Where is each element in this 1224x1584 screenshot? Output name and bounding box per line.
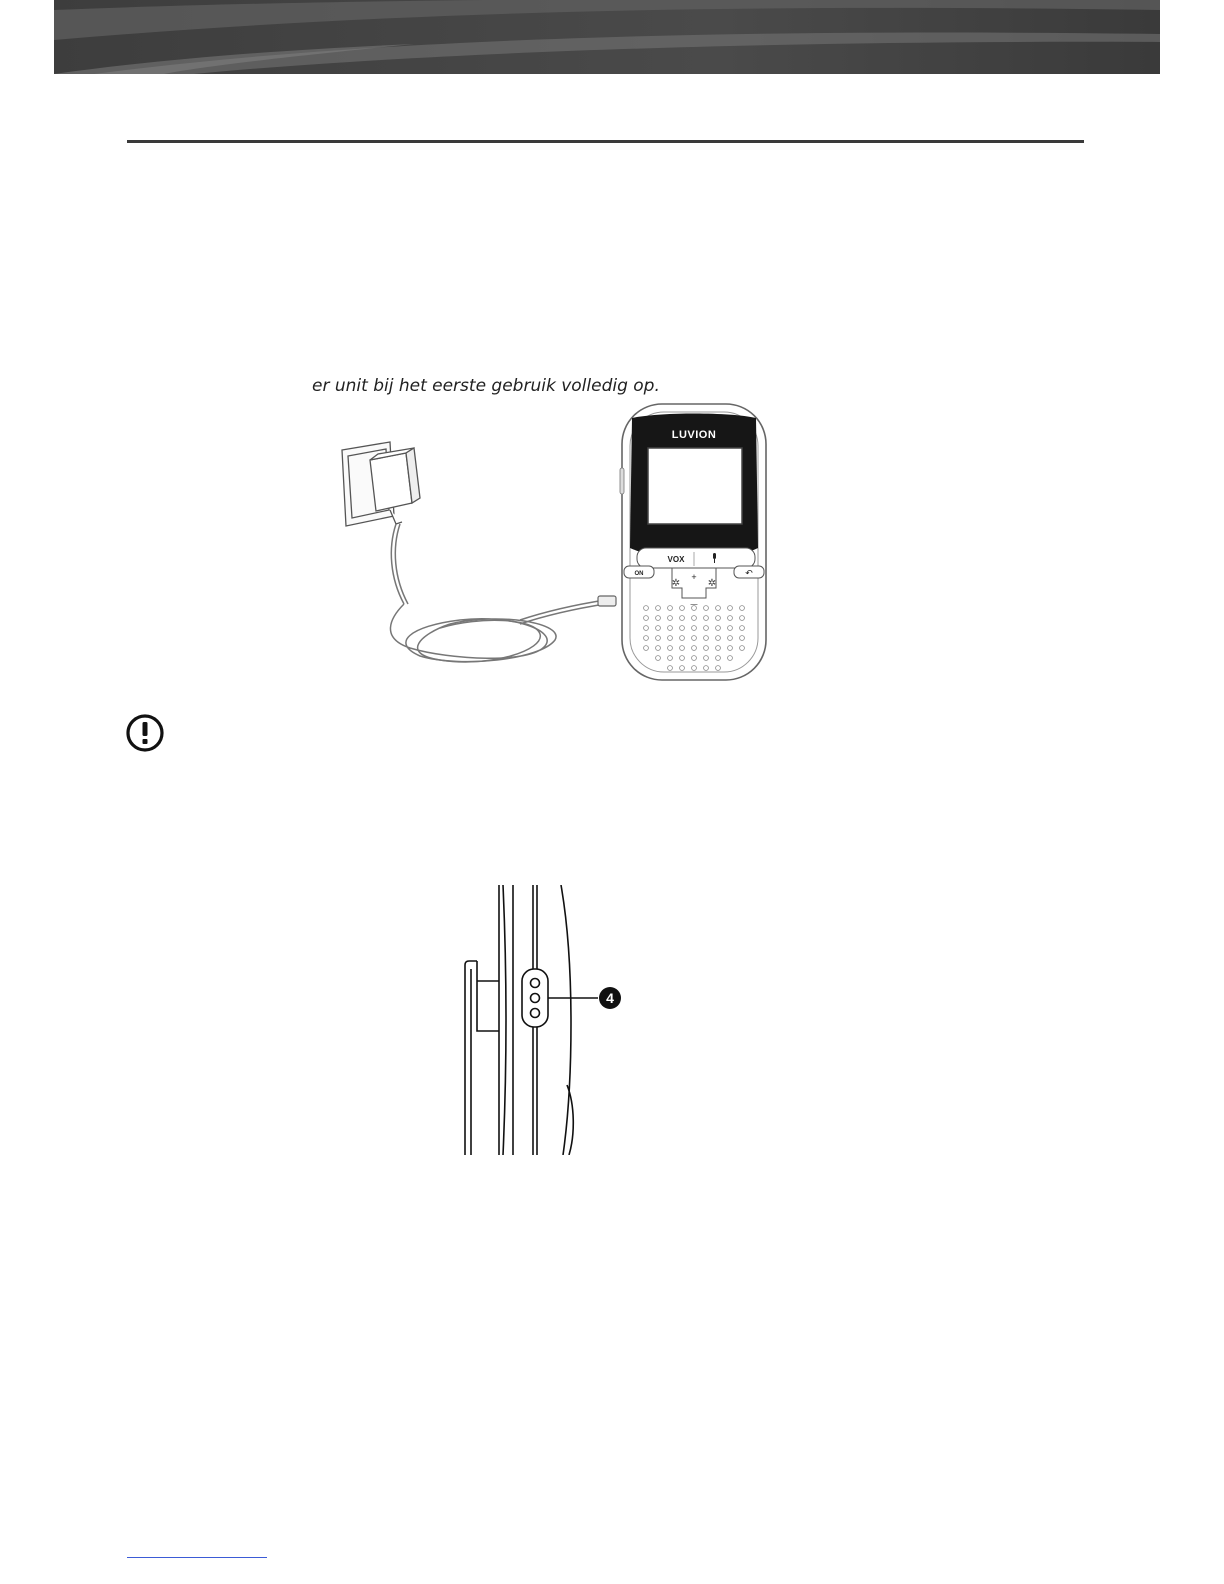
header-banner	[54, 0, 1160, 74]
brightness-icon: ✲	[707, 578, 717, 589]
power-button-label: ON	[634, 571, 644, 577]
brightness-icon: ✲	[671, 578, 681, 589]
side-buttons	[522, 969, 548, 1027]
device-brand-logo: LUVION	[671, 429, 717, 441]
side-view-illustration	[455, 885, 630, 1155]
section-divider	[127, 140, 1084, 143]
charging-cable	[390, 524, 605, 662]
back-icon: ↶	[745, 568, 753, 578]
cable-plug	[598, 596, 616, 606]
parent-unit	[620, 404, 766, 680]
volume-down-label: —	[690, 601, 698, 608]
device-screen	[648, 448, 742, 524]
footer-link-underline[interactable]	[127, 1557, 267, 1558]
vox-label: VOX	[667, 555, 685, 564]
volume-up-label: +	[691, 572, 697, 582]
callout-number: 4	[606, 990, 614, 1006]
exclamation-circle-icon	[125, 713, 165, 753]
charging-illustration	[330, 398, 780, 683]
charging-caption: er unit bij het eerste gebruik volledig op.	[312, 376, 660, 396]
